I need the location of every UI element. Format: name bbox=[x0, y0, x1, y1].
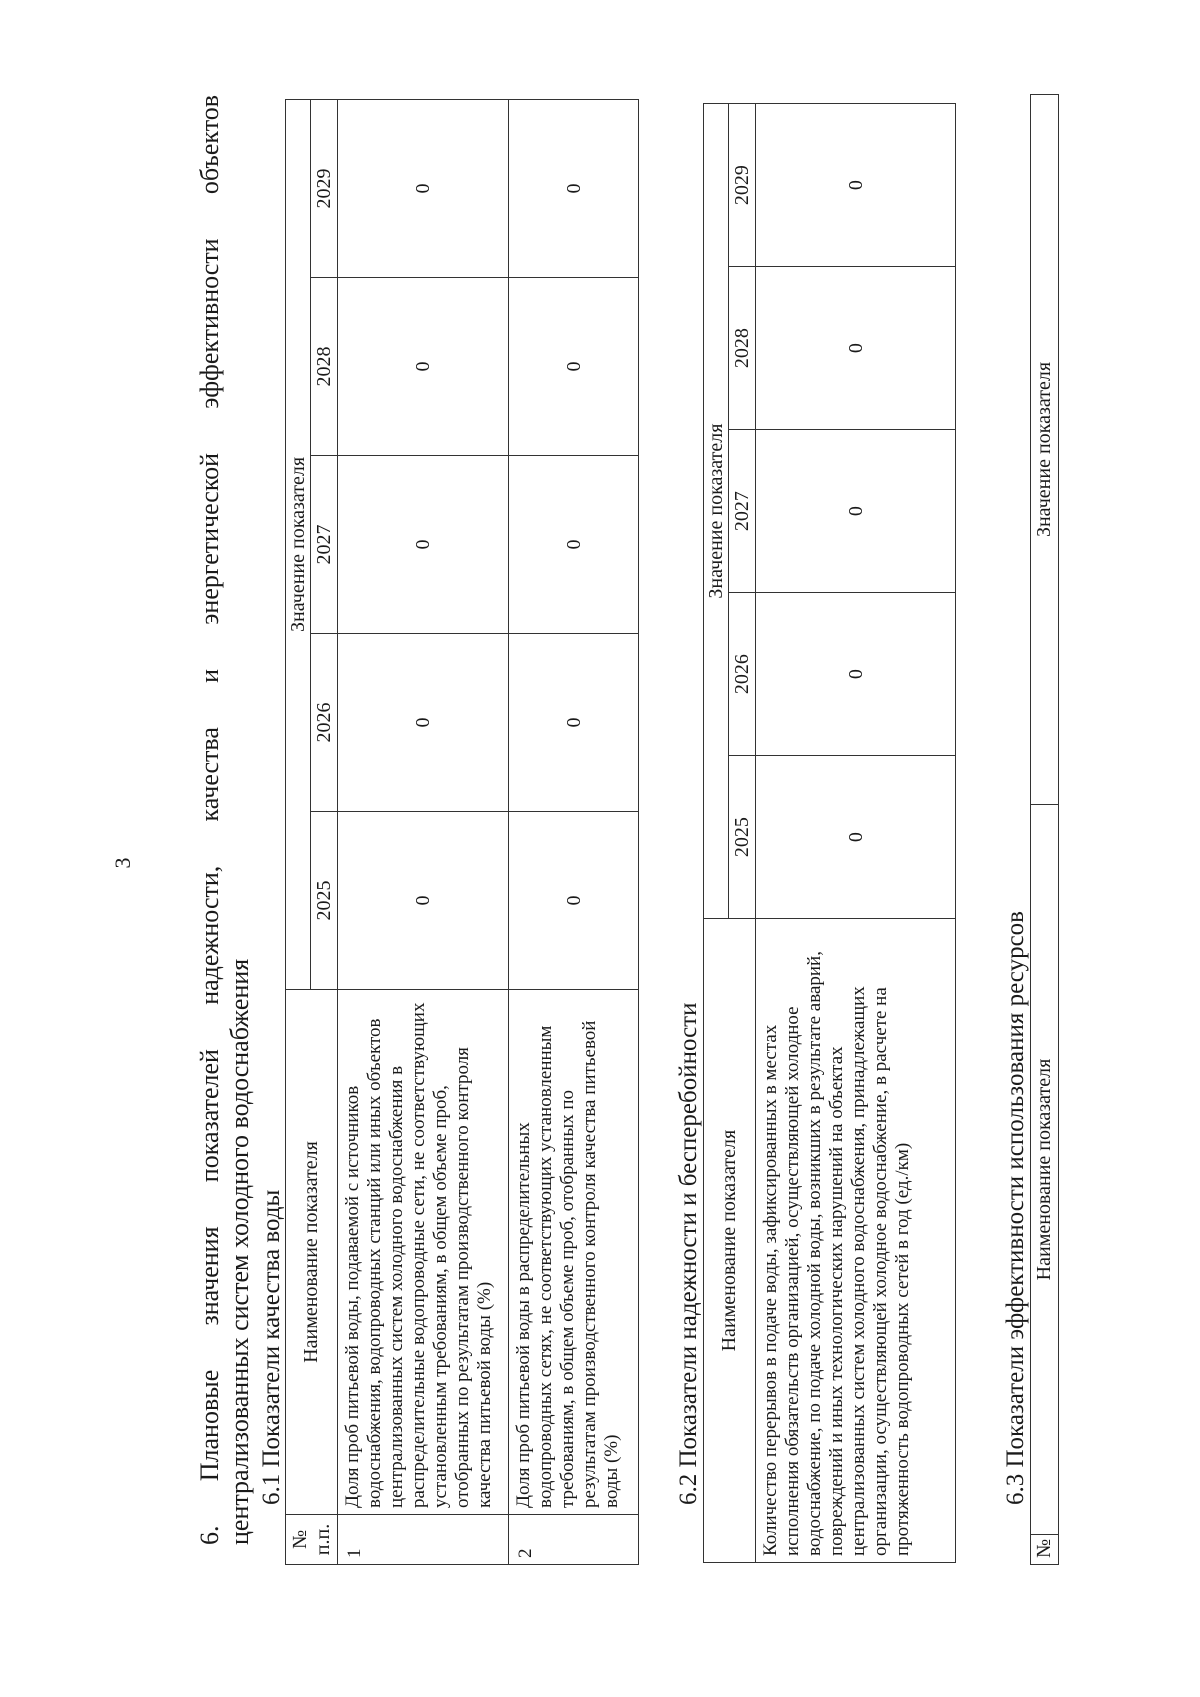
value-cell: 0 bbox=[756, 104, 956, 267]
value-cell: 0 bbox=[338, 99, 509, 277]
page-number: 3 bbox=[110, 857, 135, 869]
value-cell: 0 bbox=[756, 756, 956, 919]
table-row bbox=[756, 104, 956, 1563]
year-header: 2025 bbox=[729, 756, 756, 919]
year-header: 2029 bbox=[311, 99, 338, 277]
value-cell: 0 bbox=[509, 278, 639, 456]
resource-efficiency-table bbox=[1030, 94, 1059, 1565]
value-cell: 0 bbox=[756, 593, 956, 756]
year-header: 2025 bbox=[311, 812, 338, 990]
col-header-no: № п.п. bbox=[286, 1515, 338, 1565]
year-header: 2027 bbox=[729, 430, 756, 593]
col-header-no: № bbox=[1031, 1535, 1059, 1565]
value-cell: 0 bbox=[338, 812, 509, 990]
section-6-1-title: 6.1 Показатели качества воды bbox=[258, 1189, 285, 1505]
table-header-row bbox=[286, 99, 311, 1564]
row-number: 1 bbox=[338, 1515, 509, 1565]
table-header-row bbox=[704, 104, 729, 1563]
reliability-table bbox=[703, 103, 956, 1563]
rotated-page-content bbox=[130, 75, 1130, 1565]
value-cell: 0 bbox=[509, 99, 639, 277]
section-6-2-title: 6.2 Показатели надежности и бесперебойности bbox=[675, 1002, 702, 1505]
col-header-value: Значение показателя bbox=[286, 99, 311, 989]
col-header-name: Наименование показателя bbox=[704, 919, 756, 1563]
indicator-name: Доля проб питьевой воды в распределительных водопроводных сетях, не соответствующих установленным требованиям, в общем объеме проб, отобранных по результатам производственного контроля качества питьевой воды (%) bbox=[509, 990, 639, 1515]
year-header: 2029 bbox=[729, 104, 756, 267]
col-header-name: Наименование показателя bbox=[1031, 805, 1059, 1535]
value-cell: 0 bbox=[509, 812, 639, 990]
year-header: 2026 bbox=[311, 634, 338, 812]
section-6-3-title: 6.3 Показатели эффективности использования ресурсов bbox=[1002, 911, 1029, 1505]
value-cell: 0 bbox=[338, 278, 509, 456]
water-quality-table bbox=[285, 99, 639, 1565]
row-number: 2 bbox=[509, 1515, 639, 1565]
col-header-value: Значение показателя bbox=[1031, 95, 1059, 805]
document-heading bbox=[195, 95, 255, 1545]
year-header: 2028 bbox=[311, 278, 338, 456]
table-row bbox=[509, 99, 639, 1564]
value-cell: 0 bbox=[509, 634, 639, 812]
indicator-name: Доля проб питьевой воды, подаваемой с источников водоснабжения, водопроводных станций или иных объектов централизованных систем холодного водоснабжения в распределительные водопроводные сети, не соответствующих установленным требованиям, в общем объеме проб, отобранных по результатам производственного контроля качества питьевой воды (%) bbox=[338, 990, 509, 1515]
value-cell: 0 bbox=[756, 430, 956, 593]
heading-line-2: централизованных систем холодного водоснабжения bbox=[225, 958, 254, 1545]
table-header-row bbox=[1031, 95, 1059, 1565]
indicator-name: Количество перерывов в подаче воды, зафиксированных в местах исполнения обязательств организацией, осуществляющей холодное водоснабжение, по подаче холодной воды, возникших в результате аварий, повреждений и иных технологических нарушений на объектах централизованных систем холодного водоснабжения, принадлежащих организации, осуществляющей холодное водоснабжение, в расчете на протяженность водопроводных сетей в год (ед./км) bbox=[756, 919, 956, 1563]
table-row bbox=[338, 99, 509, 1564]
col-header-value: Значение показателя bbox=[704, 104, 729, 919]
year-header: 2028 bbox=[729, 267, 756, 430]
value-cell: 0 bbox=[756, 267, 956, 430]
heading-line-1: 6. Плановые значения показателей надежности, качества и энергетической эффективности объектов bbox=[195, 95, 224, 1545]
value-cell: 0 bbox=[338, 634, 509, 812]
value-cell: 0 bbox=[338, 456, 509, 634]
col-header-name: Наименование показателя bbox=[286, 990, 338, 1515]
year-header: 2026 bbox=[729, 593, 756, 756]
value-cell: 0 bbox=[509, 456, 639, 634]
year-header: 2027 bbox=[311, 456, 338, 634]
